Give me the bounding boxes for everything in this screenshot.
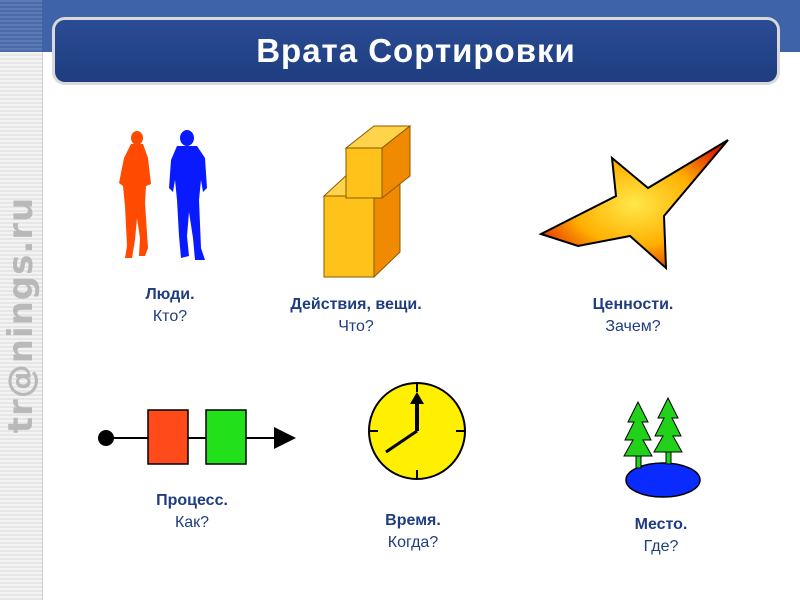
left-stripes-top [0, 0, 42, 52]
label-place-question: Где? [643, 538, 679, 555]
label-process [156, 490, 228, 534]
people-icon [115, 128, 225, 268]
title-bar [55, 20, 777, 82]
label-process-question: Как? [174, 514, 210, 531]
watermark: tr@nings.ru [1, 196, 41, 434]
label-time-name: Время. [385, 512, 441, 529]
label-values-name: Ценности. [592, 296, 674, 313]
label-process-name: Процесс. [156, 492, 228, 509]
label-actions [290, 294, 421, 338]
label-people [145, 284, 194, 328]
star-icon [538, 136, 733, 271]
label-time-question: Когда? [387, 534, 439, 551]
clock-icon [366, 380, 468, 482]
label-place [635, 514, 688, 558]
label-actions-question: Что? [338, 318, 374, 335]
label-people-question: Кто? [152, 308, 188, 325]
label-values-question: Зачем? [605, 318, 661, 335]
trees-lake-icon [620, 396, 706, 500]
label-values [593, 294, 674, 338]
process-icon [96, 406, 300, 470]
label-time [385, 510, 441, 554]
label-place-name: Место. [634, 516, 688, 533]
label-people-name: Люди. [145, 286, 195, 303]
boxes-icon [318, 122, 418, 282]
label-actions-name: Действия, вещи. [290, 296, 422, 313]
slide-title: Врата Сортировки [256, 32, 576, 69]
